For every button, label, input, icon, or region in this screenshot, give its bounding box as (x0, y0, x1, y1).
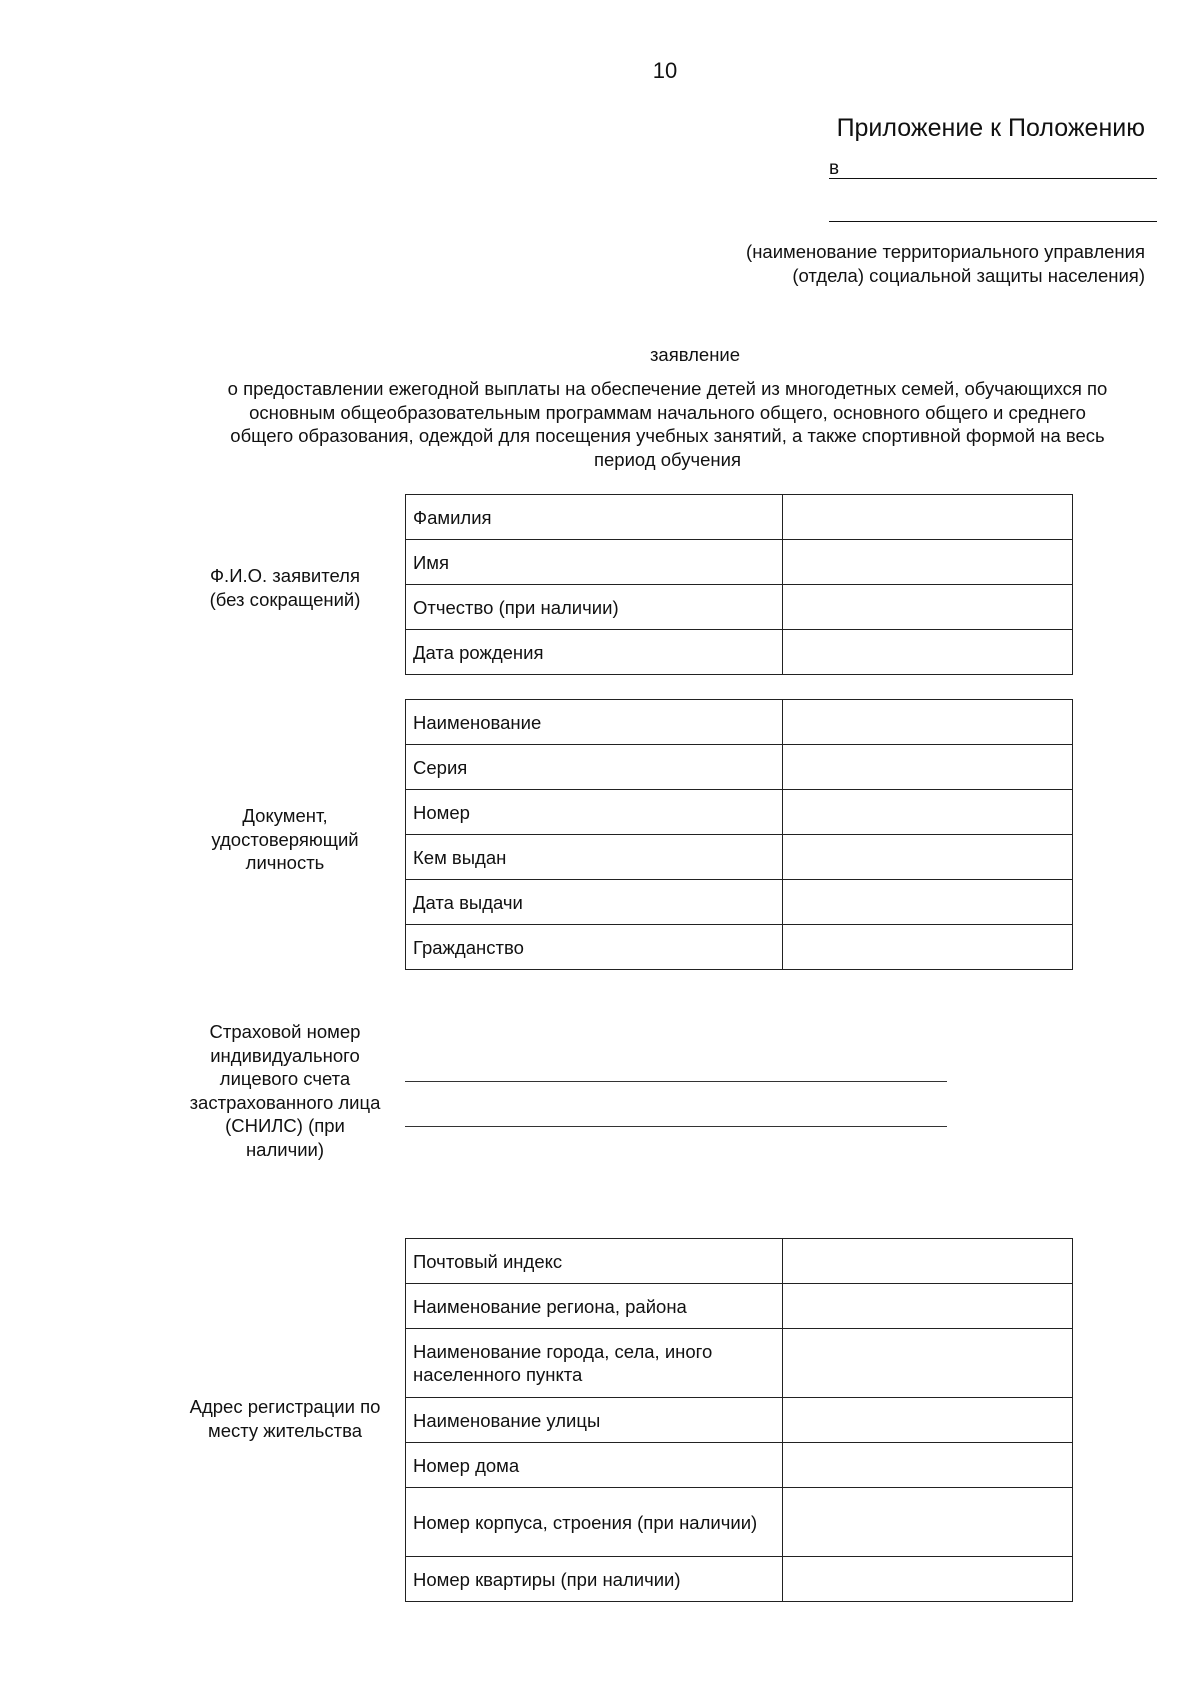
table-row (406, 630, 1073, 675)
appendix-title: Приложение к Положению (836, 114, 1145, 142)
field-value-building[interactable] (783, 1488, 1073, 1557)
group-label-line: Ф.И.О. заявителя (209, 565, 360, 586)
statement-subject-line: общего образования, одеждой для посещения учебных занятий, а также спортивной формой на весь (230, 425, 1105, 446)
table-row (406, 585, 1073, 630)
field-value-number[interactable] (783, 790, 1073, 835)
field-value-house-number[interactable] (783, 1443, 1073, 1488)
statement-title: заявление (649, 344, 741, 365)
table-row (406, 790, 1073, 835)
table-row (406, 540, 1073, 585)
field-label-citizenship: Гражданство (406, 925, 783, 970)
field-label-region: Наименование региона, района (406, 1284, 783, 1329)
field-value-citizenship[interactable] (783, 925, 1073, 970)
group-label-line: лицевого счета (219, 1068, 351, 1089)
group-label-line: месту жительства (207, 1419, 363, 1441)
field-label-building: Номер корпуса, строения (при наличии) (406, 1488, 783, 1557)
field-value-locality[interactable] (783, 1329, 1073, 1398)
group-label-line: индивидуального (210, 1044, 360, 1066)
table-row (406, 1488, 1073, 1557)
field-value-series[interactable] (783, 745, 1073, 790)
authority-note-line: (отдела) социальной защиты населения) (792, 265, 1145, 286)
table-row (406, 880, 1073, 925)
group-label-line: застрахованного лица (189, 1091, 381, 1113)
snils-input-line-1[interactable] (405, 1081, 947, 1082)
applicant-table (405, 494, 1073, 675)
table-row (406, 1398, 1073, 1443)
statement-subject-line: основным общеобразовательным программам начального общего, основного общего и среднего (249, 401, 1086, 423)
field-label-series: Серия (406, 745, 783, 790)
statement-subject (175, 377, 1160, 471)
identity-document-group-label (170, 804, 400, 875)
field-label-apartment: Номер квартиры (при наличии) (406, 1557, 783, 1602)
authority-note-line: (наименование территориального управления (746, 241, 1145, 262)
field-value-birth-date[interactable] (783, 630, 1073, 675)
field-label-house-number: Номер дома (406, 1443, 783, 1488)
group-label-line: Адрес регистрации по (189, 1396, 381, 1417)
field-label-patronymic: Отчество (при наличии) (406, 585, 783, 630)
addressee-field-2[interactable] (829, 221, 1157, 222)
table-row (406, 1239, 1073, 1284)
authority-note (746, 240, 1145, 288)
field-value-region[interactable] (783, 1284, 1073, 1329)
table-row (406, 835, 1073, 880)
field-value-postal-code[interactable] (783, 1239, 1073, 1284)
group-label-line: Документ, (242, 805, 328, 826)
table-row (406, 700, 1073, 745)
statement-subject-line: период обучения (594, 448, 741, 470)
registration-address-group-label (170, 1395, 400, 1442)
identity-document-table (405, 699, 1073, 970)
group-label-line: удостоверяющий (211, 828, 359, 850)
group-label-line: (СНИЛС) (при (225, 1115, 345, 1136)
table-row (406, 1443, 1073, 1488)
table-row (406, 745, 1073, 790)
field-label-postal-code: Почтовый индекс (406, 1239, 783, 1284)
registration-address-table (405, 1238, 1073, 1602)
field-label-street: Наименование улицы (406, 1398, 783, 1443)
field-value-apartment[interactable] (783, 1557, 1073, 1602)
field-label-number: Номер (406, 790, 783, 835)
table-row (406, 495, 1073, 540)
snils-input-line-2[interactable] (405, 1126, 947, 1127)
applicant-group-label (170, 564, 400, 611)
field-value-first-name[interactable] (783, 540, 1073, 585)
table-row (406, 1557, 1073, 1602)
field-value-surname[interactable] (783, 495, 1073, 540)
field-label-issued-by: Кем выдан (406, 835, 783, 880)
page-number: 10 (652, 58, 678, 83)
field-value-street[interactable] (783, 1398, 1073, 1443)
field-value-patronymic[interactable] (783, 585, 1073, 630)
addressee-prefix: в (829, 158, 840, 179)
table-row (406, 1329, 1073, 1398)
field-value-issue-date[interactable] (783, 880, 1073, 925)
field-value-issued-by[interactable] (783, 835, 1073, 880)
field-value-document-name[interactable] (783, 700, 1073, 745)
field-label-birth-date: Дата рождения (406, 630, 783, 675)
field-label-first-name: Имя (406, 540, 783, 585)
addressee-field-1[interactable] (829, 158, 1157, 179)
group-label-line: личность (245, 852, 325, 873)
snils-group-label (170, 1020, 400, 1161)
field-label-document-name: Наименование (406, 700, 783, 745)
statement-subject-line: о предоставлении ежегодной выплаты на обеспечение детей из многодетных семей, обучающихся по (227, 378, 1108, 399)
field-label-locality: Наименование города, села, иного населенного пункта (406, 1329, 783, 1398)
group-label-line: (без сокращений) (209, 588, 361, 610)
table-row (406, 1284, 1073, 1329)
field-label-surname: Фамилия (406, 495, 783, 540)
table-row (406, 925, 1073, 970)
field-label-issue-date: Дата выдачи (406, 880, 783, 925)
group-label-line: Страховой номер (209, 1021, 361, 1042)
group-label-line: наличии) (245, 1138, 325, 1160)
